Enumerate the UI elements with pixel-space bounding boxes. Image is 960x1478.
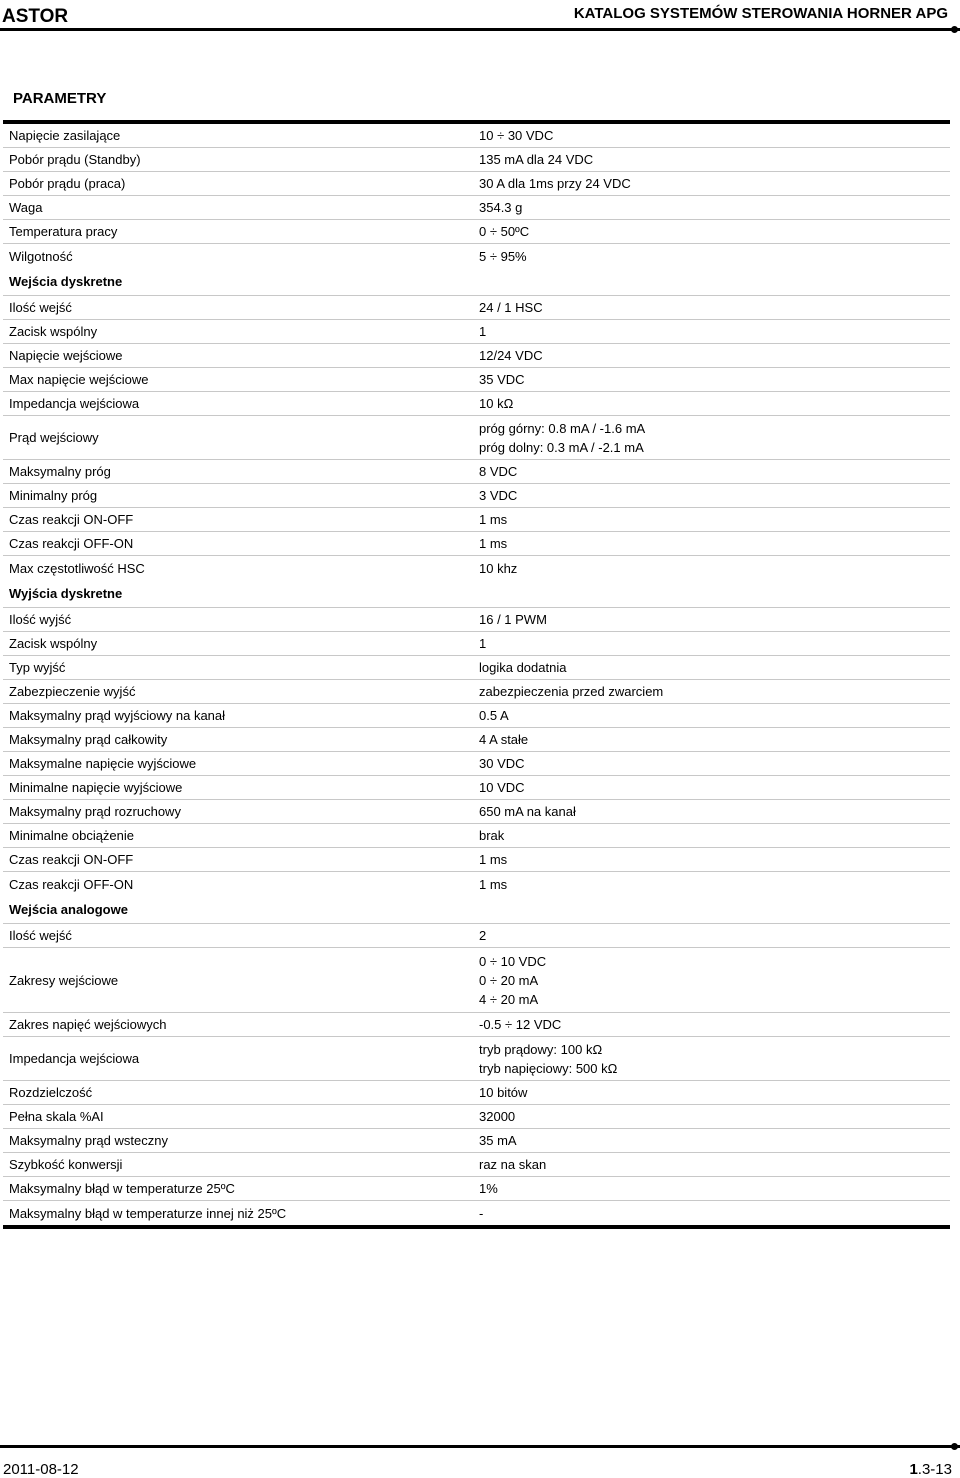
parameter-value-line: 10 khz bbox=[479, 560, 518, 576]
parameter-label: Pełna skala %AI bbox=[9, 1109, 104, 1124]
parameter-value-line: 0.5 A bbox=[479, 708, 509, 723]
parameter-value-line: 4 ÷ 20 mA bbox=[479, 991, 539, 1007]
page-chapter: 1 bbox=[909, 1461, 918, 1478]
parameter-value-line: 4 A stałe bbox=[479, 732, 529, 747]
parameter-value bbox=[479, 730, 950, 749]
page-rest: .3-13 bbox=[917, 1461, 952, 1478]
parameter-value bbox=[479, 394, 950, 413]
parameter-row bbox=[3, 296, 950, 320]
parameter-value bbox=[479, 462, 950, 481]
parameter-row bbox=[3, 320, 950, 344]
parameter-value-line: 10 ÷ 30 VDC bbox=[479, 128, 554, 143]
parameter-value bbox=[479, 875, 950, 894]
parameter-value bbox=[479, 1083, 950, 1102]
parameter-value-line: tryb napięciowy: 500 kΩ bbox=[479, 1060, 618, 1076]
parameter-value-line: 1 ms bbox=[479, 536, 508, 551]
parameter-value-line: 1 ms bbox=[479, 512, 508, 527]
parameter-value bbox=[479, 850, 950, 869]
parameter-value-line: 30 A dla 1ms przy 24 VDC bbox=[479, 176, 631, 191]
parameter-label: Napięcie wejściowe bbox=[9, 348, 123, 363]
section-title: PARAMETRY bbox=[13, 90, 107, 107]
parameter-label: Pobór prądu (praca) bbox=[9, 176, 126, 191]
parameter-row bbox=[3, 800, 950, 824]
parameter-value-line: - bbox=[479, 1205, 484, 1221]
parameter-row bbox=[3, 752, 950, 776]
parameter-label: Szybkość konwersji bbox=[9, 1157, 123, 1172]
parameter-row bbox=[3, 1153, 950, 1177]
parameter-label: Rozdzielczość bbox=[9, 1085, 93, 1100]
parameter-label: Zakres napięć wejściowych bbox=[9, 1017, 167, 1032]
parameter-value-line: próg górny: 0.8 mA / -1.6 mA bbox=[479, 420, 646, 436]
parameter-label: Zakresy wejściowe bbox=[9, 972, 119, 988]
group-title-analog-inputs: Wejścia analogowe bbox=[3, 896, 950, 924]
parameter-label: Pobór prądu (Standby) bbox=[9, 152, 141, 167]
parameter-label: Ilość wejść bbox=[9, 300, 72, 315]
parameter-value bbox=[479, 1155, 950, 1174]
parameter-label: Impedancja wejściowa bbox=[9, 1051, 140, 1066]
parameter-value bbox=[479, 198, 950, 217]
parameter-label: Czas reakcji ON-OFF bbox=[9, 512, 134, 527]
parameter-label: Maksymalny błąd w temperaturze innej niż 25ºC bbox=[9, 1205, 287, 1221]
parameter-row bbox=[3, 196, 950, 220]
parameter-row bbox=[3, 220, 950, 244]
parameter-row bbox=[3, 656, 950, 680]
parameter-value bbox=[479, 658, 950, 677]
parameter-value bbox=[479, 1040, 950, 1078]
parameter-label: Prąd wejściowy bbox=[9, 430, 99, 445]
parameter-value-line: raz na skan bbox=[479, 1157, 547, 1172]
parameter-value-line: 12/24 VDC bbox=[479, 348, 543, 363]
parameter-row bbox=[3, 1105, 950, 1129]
parameter-row bbox=[3, 172, 950, 196]
parameter-label: Typ wyjść bbox=[9, 660, 66, 675]
parameter-value bbox=[479, 150, 950, 169]
parameter-row bbox=[3, 824, 950, 848]
parameter-value-line: 10 kΩ bbox=[479, 396, 514, 411]
parameter-value-line: 35 VDC bbox=[479, 372, 525, 387]
parameter-row bbox=[3, 460, 950, 484]
parameter-label: Zacisk wspólny bbox=[9, 636, 98, 651]
footer-rule-end-dot bbox=[951, 1443, 958, 1450]
parameter-value bbox=[479, 826, 950, 845]
parameter-value bbox=[479, 419, 950, 457]
parameter-value bbox=[479, 682, 950, 701]
parameter-row bbox=[3, 1013, 950, 1037]
footer-rule bbox=[0, 1445, 960, 1448]
parameter-row bbox=[3, 1129, 950, 1153]
parameter-row bbox=[3, 608, 950, 632]
parameter-value bbox=[479, 559, 950, 578]
parameter-value-line: zabezpieczenia przed zwarciem bbox=[479, 684, 664, 699]
parameter-row bbox=[3, 368, 950, 392]
parameter-value bbox=[479, 322, 950, 341]
parameter-label: Zacisk wspólny bbox=[9, 324, 98, 339]
parameter-value bbox=[479, 634, 950, 653]
parameter-label: Maksymalny prąd rozruchowy bbox=[9, 804, 181, 819]
brand-name: ASTOR bbox=[2, 6, 69, 27]
parameter-value-line: 354.3 g bbox=[479, 200, 523, 215]
parameter-value-line: 10 bitów bbox=[479, 1085, 528, 1100]
parameter-value bbox=[479, 778, 950, 797]
parameter-value-line: 0 ÷ 20 mA bbox=[479, 972, 539, 988]
parameter-value-line: 16 / 1 PWM bbox=[479, 612, 547, 627]
parameter-label: Minimalny próg bbox=[9, 488, 98, 503]
parameter-row bbox=[3, 1177, 950, 1201]
parameter-value bbox=[479, 222, 950, 241]
parameter-label: Maksymalny próg bbox=[9, 464, 111, 479]
parameter-label: Czas reakcji OFF-ON bbox=[9, 536, 134, 551]
parameter-label: Napięcie zasilające bbox=[9, 128, 121, 143]
parameter-value bbox=[479, 610, 950, 629]
parameter-value-line: 1 bbox=[479, 324, 487, 339]
parameter-value bbox=[479, 370, 950, 389]
parameter-value-line: 2 bbox=[479, 928, 487, 943]
parameter-value bbox=[479, 510, 950, 529]
parameter-row bbox=[3, 124, 950, 148]
parameter-label: Maksymalny prąd wyjściowy na kanał bbox=[9, 708, 226, 723]
parameter-row bbox=[3, 148, 950, 172]
parameter-value-line: 135 mA dla 24 VDC bbox=[479, 152, 594, 167]
parameter-label: Czas reakcji OFF-ON bbox=[9, 876, 134, 892]
parameter-label: Max częstotliwość HSC bbox=[9, 560, 145, 576]
group-title-digital-inputs: Wejścia dyskretne bbox=[3, 268, 950, 296]
parameter-value-line: 8 VDC bbox=[479, 464, 518, 479]
parameter-value-line: 3 VDC bbox=[479, 488, 518, 503]
parameter-label: Minimalne obciążenie bbox=[9, 828, 135, 843]
parameter-value bbox=[479, 174, 950, 193]
parameter-value-line: 10 VDC bbox=[479, 780, 525, 795]
parameter-value-line: 30 VDC bbox=[479, 756, 525, 771]
parameter-label: Maksymalny prąd wsteczny bbox=[9, 1133, 168, 1148]
parameter-value-line: 5 ÷ 95% bbox=[479, 248, 527, 264]
analog-inputs-parameters bbox=[3, 924, 950, 1225]
parameter-value-line: próg dolny: 0.3 mA / -2.1 mA bbox=[479, 439, 644, 455]
parameter-value bbox=[479, 534, 950, 553]
parameter-value bbox=[479, 926, 950, 945]
parameter-label: Max napięcie wejściowe bbox=[9, 372, 149, 387]
parameter-value-line: 1 ms bbox=[479, 876, 508, 892]
parameter-row bbox=[3, 1201, 950, 1225]
digital-inputs-parameters bbox=[3, 296, 950, 580]
parameter-row bbox=[3, 680, 950, 704]
parameter-label: Impedancja wejściowa bbox=[9, 396, 140, 411]
parameter-value-line: 32000 bbox=[479, 1109, 516, 1124]
parameter-row bbox=[3, 848, 950, 872]
parameter-label: Czas reakcji ON-OFF bbox=[9, 852, 134, 867]
parameter-value-line: 24 / 1 HSC bbox=[479, 300, 543, 315]
general-parameters bbox=[3, 124, 950, 268]
parameter-value bbox=[479, 1107, 950, 1126]
parameter-value bbox=[479, 1179, 950, 1198]
parameter-label: Ilość wejść bbox=[9, 928, 72, 943]
parameter-value bbox=[479, 706, 950, 725]
parameter-row bbox=[3, 392, 950, 416]
page-number bbox=[909, 1461, 952, 1478]
parameter-value-line: 1 ms bbox=[479, 852, 508, 867]
parameter-label: Zabezpieczenie wyjść bbox=[9, 684, 136, 699]
parameter-label: Waga bbox=[9, 200, 43, 215]
parameters-table bbox=[3, 120, 950, 1229]
parameter-value bbox=[479, 1015, 950, 1034]
parameter-value bbox=[479, 802, 950, 821]
parameter-row bbox=[3, 1081, 950, 1105]
parameter-value bbox=[479, 346, 950, 365]
parameter-value bbox=[479, 1204, 950, 1223]
parameter-value-line: tryb prądowy: 100 kΩ bbox=[479, 1041, 603, 1057]
parameter-row bbox=[3, 728, 950, 752]
parameter-row bbox=[3, 532, 950, 556]
digital-outputs-parameters bbox=[3, 608, 950, 896]
parameter-value bbox=[479, 1131, 950, 1150]
parameter-value-line: brak bbox=[479, 828, 505, 843]
parameter-row bbox=[3, 776, 950, 800]
parameter-row bbox=[3, 416, 950, 460]
parameter-label: Wilgotność bbox=[9, 248, 73, 264]
parameter-value bbox=[479, 952, 950, 1009]
parameter-label: Ilość wyjść bbox=[9, 612, 72, 627]
parameter-value bbox=[479, 754, 950, 773]
catalog-title: KATALOG SYSTEMÓW STEROWANIA HORNER APG bbox=[573, 5, 948, 22]
header-rule bbox=[0, 28, 960, 31]
parameter-row bbox=[3, 924, 950, 948]
group-title-digital-outputs: Wyjścia dyskretne bbox=[3, 580, 950, 608]
parameter-label: Minimalne napięcie wyjściowe bbox=[9, 780, 183, 795]
parameter-row bbox=[3, 632, 950, 656]
parameter-value-line: 35 mA bbox=[479, 1133, 517, 1148]
parameter-value bbox=[479, 298, 950, 317]
parameter-value-line: 1 bbox=[479, 636, 487, 651]
parameter-row bbox=[3, 556, 950, 580]
parameter-row bbox=[3, 704, 950, 728]
parameter-value bbox=[479, 486, 950, 505]
parameter-value-line: logika dodatnia bbox=[479, 660, 567, 675]
parameter-value bbox=[479, 126, 950, 145]
parameter-value-line: 650 mA na kanał bbox=[479, 804, 576, 819]
parameter-label: Maksymalny błąd w temperaturze 25ºC bbox=[9, 1181, 235, 1196]
parameter-label: Temperatura pracy bbox=[9, 224, 118, 239]
parameter-row bbox=[3, 484, 950, 508]
parameter-row bbox=[3, 948, 950, 1013]
parameter-value-line: 0 ÷ 10 VDC bbox=[479, 953, 547, 969]
parameter-value-line: 1% bbox=[479, 1181, 498, 1196]
parameter-row bbox=[3, 1037, 950, 1081]
parameter-label: Maksymalne napięcie wyjściowe bbox=[9, 756, 197, 771]
parameter-value-line: -0.5 ÷ 12 VDC bbox=[479, 1017, 562, 1032]
parameter-row bbox=[3, 872, 950, 896]
parameter-value bbox=[479, 247, 950, 266]
footer-date: 2011-08-12 bbox=[3, 1461, 79, 1478]
parameter-label: Maksymalny prąd całkowity bbox=[9, 732, 168, 747]
parameter-row bbox=[3, 508, 950, 532]
parameter-row bbox=[3, 344, 950, 368]
parameter-value-line: 0 ÷ 50ºC bbox=[479, 224, 530, 239]
parameter-row bbox=[3, 244, 950, 268]
header-rule-end-dot bbox=[951, 26, 958, 33]
